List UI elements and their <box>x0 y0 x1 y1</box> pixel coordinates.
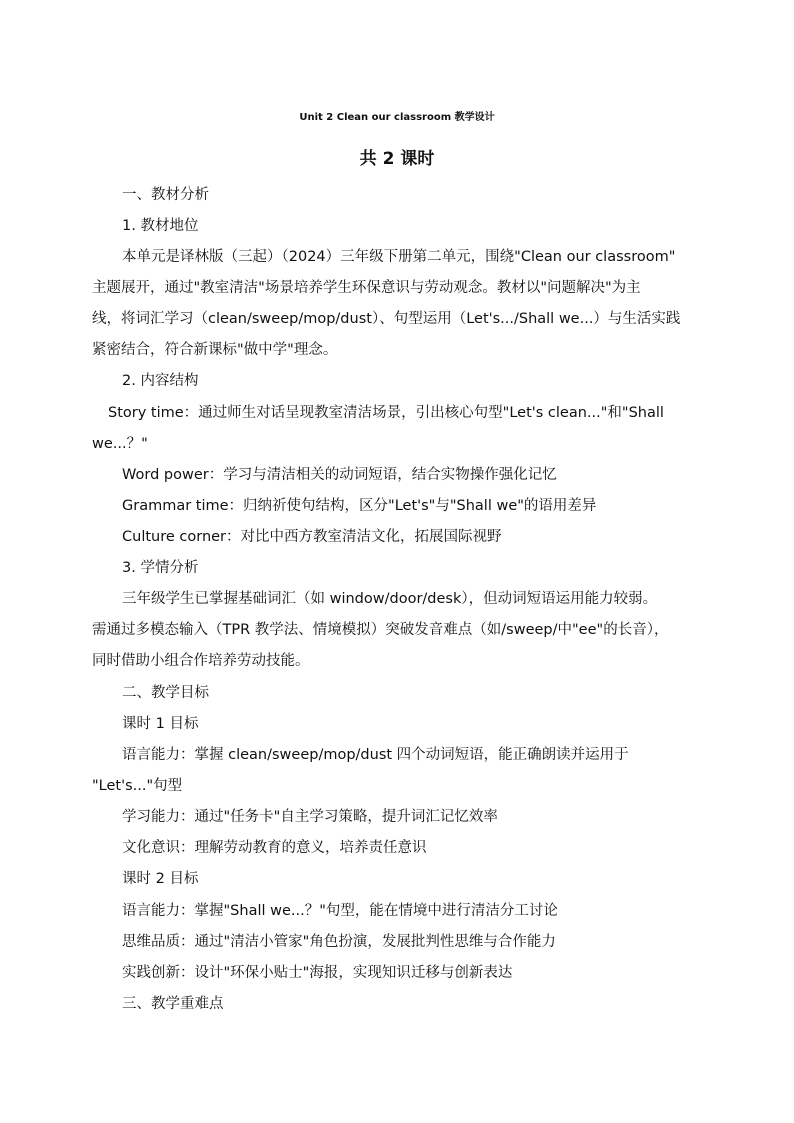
paragraph-line: 学习能力：通过"任务卡"自主学习策略，提升词汇记忆效率 <box>122 809 498 825</box>
paragraph-line: Word power：学习与清洁相关的动词短语，结合实物操作强化记忆 <box>122 467 557 483</box>
paragraph-line: 紧密结合，符合新课标"做中学"理念。 <box>92 342 338 358</box>
section-heading-key-points: 三、教学重难点 <box>122 996 224 1012</box>
paragraph-line: we...？" <box>92 436 148 452</box>
subheading-learner-analysis: 3. 学情分析 <box>122 560 199 576</box>
paragraph-line: 主题展开，通过"教室清洁"场景培养学生环保意识与劳动观念。教材以"问题解决"为主 <box>92 280 641 296</box>
section-heading-teaching-goals: 二、教学目标 <box>122 685 209 701</box>
paragraph-line: 线，将词汇学习（clean/sweep/mop/dust）、句型运用（Let's.../Shall we...）与生活实践 <box>92 311 681 327</box>
paragraph-line: 实践创新：设计"环保小贴士"海报，实现知识迁移与创新表达 <box>122 965 513 981</box>
paragraph-line: 需通过多模态输入（TPR 教学法、情境模拟）突破发音难点（如/sweep/中"ee"的长音）， <box>92 622 669 638</box>
subheading-lesson-1-goals: 课时 1 目标 <box>122 716 199 732</box>
paragraph-line: 同时借助小组合作培养劳动技能。 <box>92 653 310 669</box>
subheading-content-structure: 2. 内容结构 <box>122 373 199 389</box>
paragraph-line: Story time：通过师生对话呈现教室清洁场景，引出核心句型"Let's clean..."和"Shall <box>108 405 664 421</box>
paragraph-line: 思维品质：通过"清洁小管家"角色扮演，发展批判性思维与合作能力 <box>122 934 556 950</box>
paragraph-line: 语言能力：掌握"Shall we...？"句型，能在情境中进行清洁分工讨论 <box>122 903 558 919</box>
document-subtitle: 共 2 课时 <box>359 149 435 169</box>
section-heading-textbook-analysis: 一、教材分析 <box>122 187 209 203</box>
paragraph-line: 语言能力：掌握 clean/sweep/mop/dust 四个动词短语，能正确朗读并运用于 <box>122 747 629 763</box>
paragraph-line: 文化意识：理解劳动教育的意义，培养责任意识 <box>122 840 427 856</box>
document-title: Unit 2 Clean our classroom 教学设计 <box>299 112 495 123</box>
paragraph-line: Grammar time：归纳祈使句结构，区分"Let's"与"Shall we"的语用差异 <box>122 498 597 514</box>
subheading-textbook-position: 1. 教材地位 <box>122 218 199 234</box>
paragraph-line: "Let's..."句型 <box>92 778 183 794</box>
paragraph-line: 三年级学生已掌握基础词汇（如 window/door/desk），但动词短语运用能力较弱。 <box>122 591 658 607</box>
paragraph-line: 本单元是译林版（三起）（2024）三年级下册第二单元，围绕"Clean our classroom" <box>122 249 676 265</box>
subheading-lesson-2-goals: 课时 2 目标 <box>122 871 199 887</box>
paragraph-line: Culture corner：对比中西方教室清洁文化，拓展国际视野 <box>122 529 502 545</box>
